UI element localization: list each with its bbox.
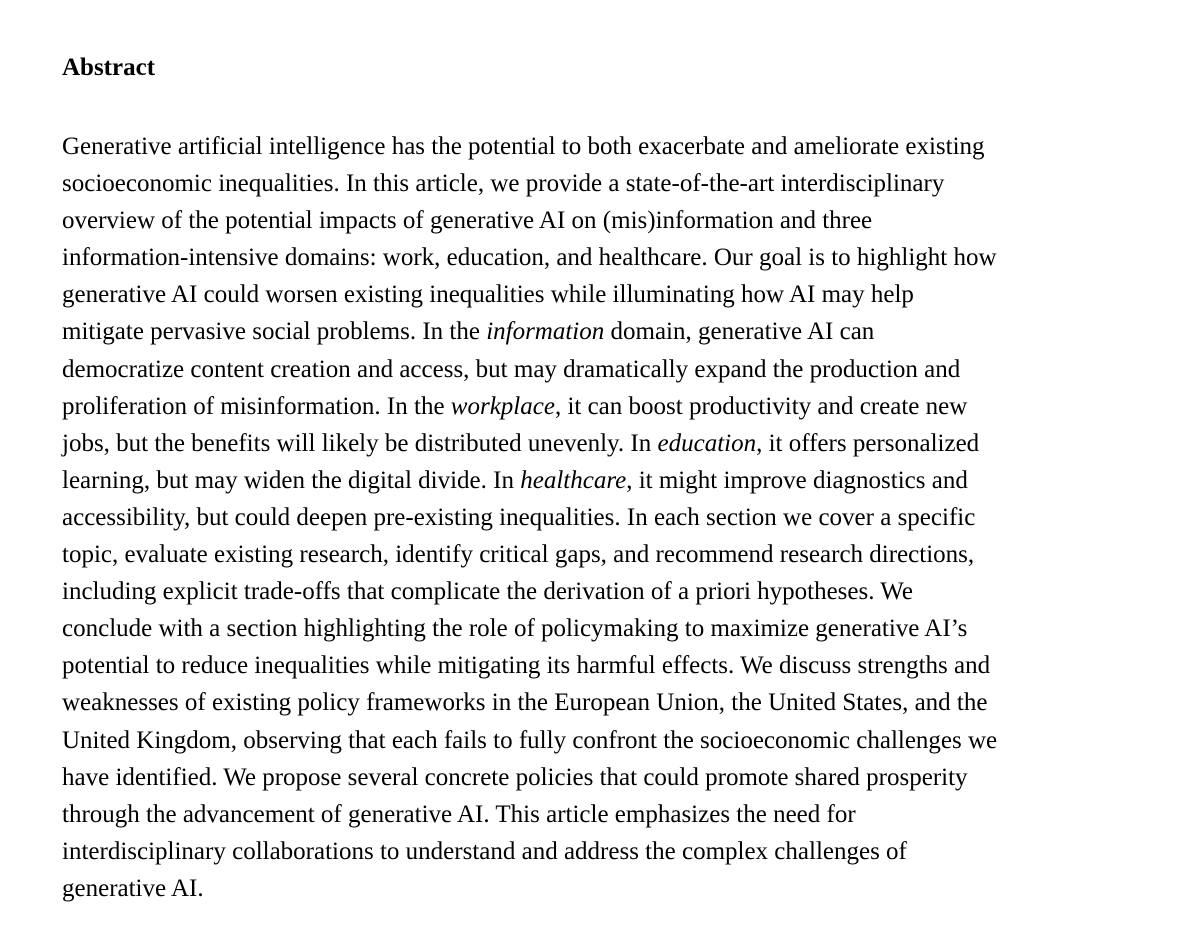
abstract-text: potential to reduce inequalities while mitigating its harmful effects. We discuss strengths and: [62, 652, 991, 680]
abstract-line: [62, 499, 1172, 536]
abstract-text: , it offers personalized: [756, 429, 980, 457]
abstract-line: [62, 462, 1172, 499]
abstract-text: overview of the potential impacts of generative AI on (mis)information and three: [62, 207, 873, 235]
abstract-section: [62, 52, 1172, 907]
abstract-text: weaknesses of existing policy frameworks in the European Union, the United States, and the: [62, 689, 988, 717]
emphasized-term: education: [657, 429, 757, 457]
abstract-line: [62, 647, 1172, 684]
abstract-line: [62, 425, 1172, 462]
abstract-line: [62, 313, 1172, 350]
emphasized-term: information: [486, 318, 605, 346]
abstract-text: domain, generative AI can: [604, 318, 875, 346]
abstract-line: [62, 276, 1172, 313]
abstract-text: generative AI could worsen existing inequalities while illuminating how AI may help: [62, 281, 914, 309]
abstract-line: [62, 239, 1172, 276]
abstract-text: information-intensive domains: work, education, and healthcare. Our goal is to highlight how: [62, 244, 997, 272]
abstract-text: interdisciplinary collaborations to understand and address the complex challenges of: [62, 837, 907, 865]
abstract-heading: Abstract: [62, 54, 156, 81]
abstract-text: democratize content creation and access, but may dramatically expand the production and: [62, 355, 961, 383]
abstract-line: [62, 351, 1172, 388]
abstract-text: , it might improve diagnostics and: [626, 466, 968, 494]
abstract-text: Generative artificial intelligence has the potential to both exacerbate and ameliorate existing: [62, 133, 985, 160]
emphasized-term: healthcare: [520, 466, 627, 494]
abstract-text: jobs, but the benefits will likely be distributed unevenly. In: [62, 429, 658, 457]
abstract-line: [62, 128, 1172, 165]
abstract-text: topic, evaluate existing research, identify critical gaps, and recommend research directions,: [62, 541, 975, 569]
abstract-line: [62, 722, 1172, 759]
abstract-line: [62, 202, 1172, 239]
abstract-body: [62, 128, 1172, 907]
abstract-line: [62, 870, 1172, 907]
emphasized-term: workplace: [450, 392, 555, 420]
abstract-text: accessibility, but could deepen pre-existing inequalities. In each section we cover a specific: [62, 503, 976, 531]
abstract-text: socioeconomic inequalities. In this article, we provide a state-of-the-art interdisciplinary: [62, 170, 945, 198]
abstract-text: , it can boost productivity and create new: [554, 392, 968, 420]
abstract-line: [62, 684, 1172, 721]
abstract-text: learning, but may widen the digital divide. In: [62, 466, 521, 494]
abstract-text: proliferation of misinformation. In the: [62, 392, 451, 420]
abstract-line: [62, 796, 1172, 833]
abstract-line: [62, 833, 1172, 870]
abstract-line: [62, 165, 1172, 202]
abstract-text: conclude with a section highlighting the role of policymaking to maximize generative AI’s: [62, 615, 968, 643]
abstract-text: including explicit trade-offs that complicate the derivation of a priori hypotheses. We: [62, 578, 913, 606]
abstract-line: [62, 536, 1172, 573]
abstract-text: United Kingdom, observing that each fails to fully confront the socioeconomic challenges we: [62, 726, 998, 754]
abstract-text: have identified. We propose several concrete policies that could promote shared prosperity: [62, 763, 968, 791]
abstract-text: generative AI.: [62, 874, 204, 902]
abstract-line: [62, 759, 1172, 796]
abstract-text: mitigate pervasive social problems. In the: [62, 318, 487, 346]
abstract-line: [62, 573, 1172, 610]
abstract-line: [62, 610, 1172, 647]
abstract-line: [62, 388, 1172, 425]
abstract-text: through the advancement of generative AI. This article emphasizes the need for: [62, 800, 856, 828]
